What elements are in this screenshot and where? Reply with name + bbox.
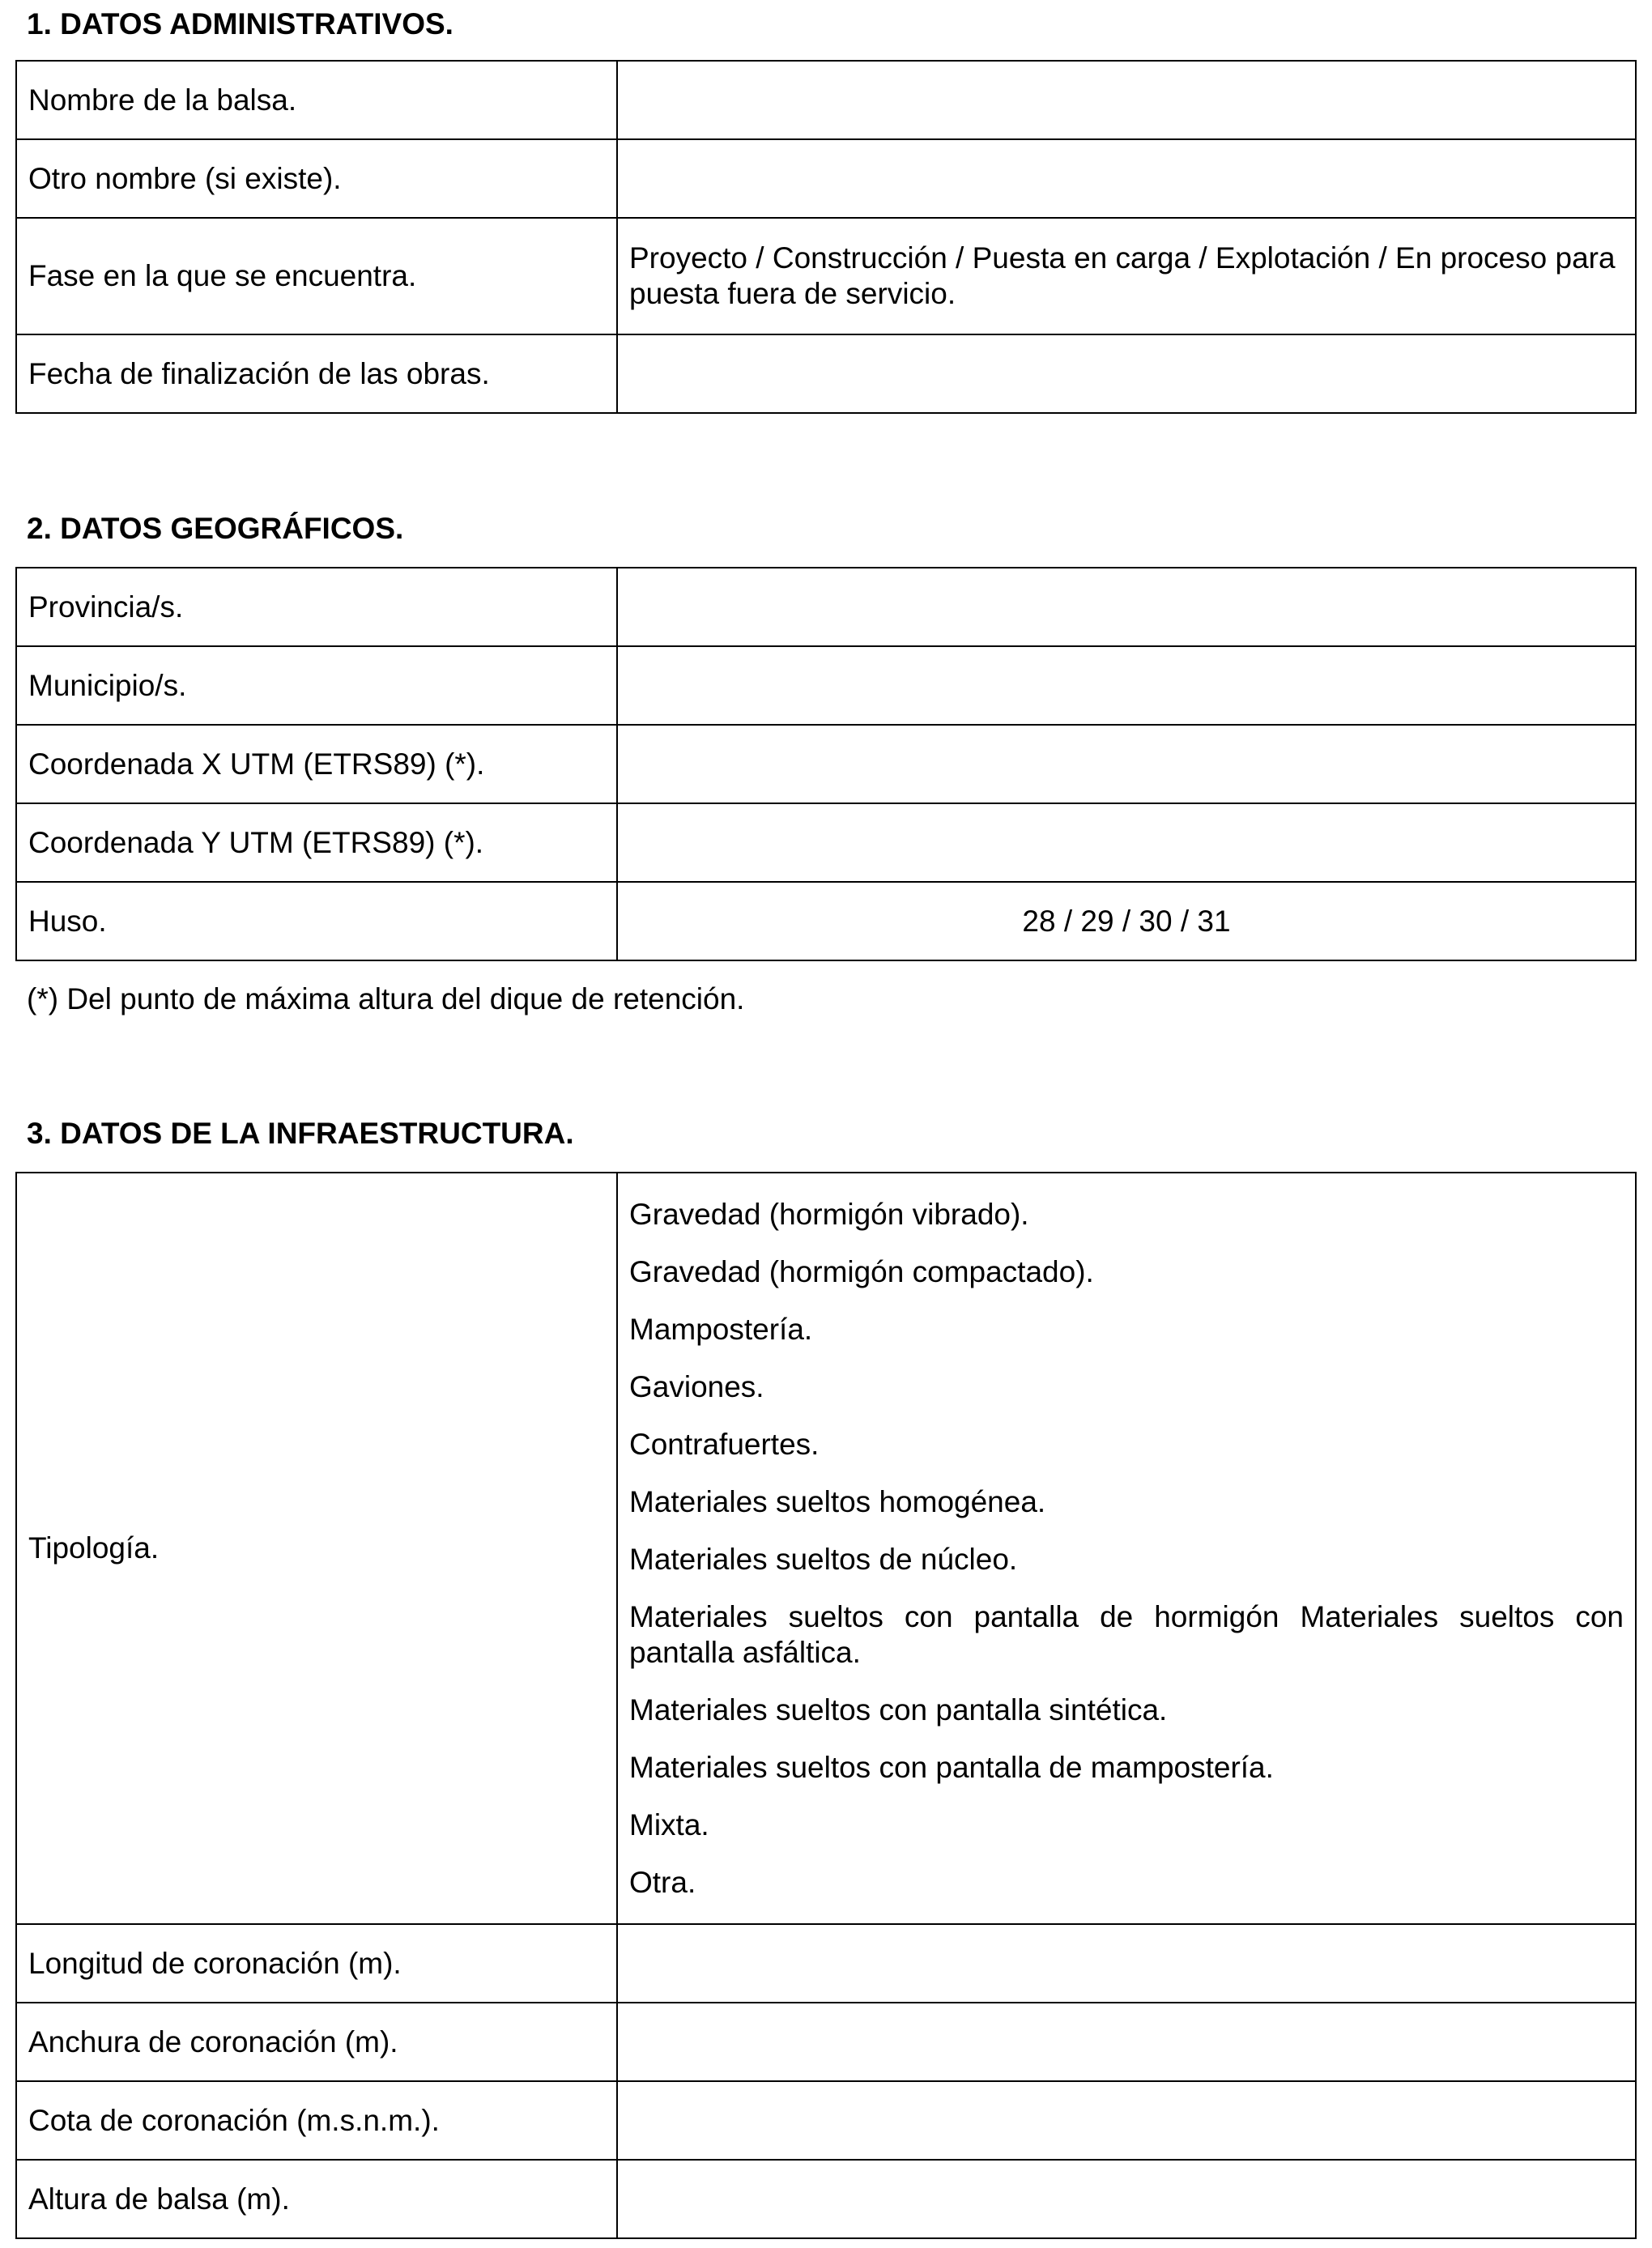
- table-row: [16, 2160, 1636, 2238]
- table-row: [16, 139, 1636, 218]
- section-1-heading: 1. DATOS ADMINISTRATIVOS.: [27, 7, 453, 40]
- balsa-name-label: Nombre de la balsa.: [16, 61, 617, 139]
- table-row: [16, 2081, 1636, 2160]
- crest-elevation-field[interactable]: [617, 2081, 1636, 2160]
- table-row: [16, 646, 1636, 725]
- coordinate-y-field[interactable]: [617, 803, 1636, 882]
- typology-option[interactable]: Contrafuertes.: [629, 1427, 820, 1461]
- balsa-name-field[interactable]: [617, 61, 1636, 139]
- phase-label: Fase en la que se encuentra.: [16, 218, 617, 334]
- typology-option[interactable]: Gravedad (hormigón compactado).: [629, 1254, 1094, 1288]
- coordinates-footnote: (*) Del punto de máxima altura del dique de retención.: [27, 982, 745, 1015]
- other-name-label: Otro nombre (si existe).: [16, 139, 617, 218]
- typology-option[interactable]: Materiales sueltos con pantalla de mampostería.: [629, 1750, 1274, 1784]
- infrastructure-data-table: [15, 1172, 1637, 2239]
- completion-date-label: Fecha de finalización de las obras.: [16, 334, 617, 413]
- huso-label: Huso.: [16, 882, 617, 960]
- typology-options: [617, 1173, 1636, 1924]
- crest-length-field[interactable]: [617, 1924, 1636, 2003]
- table-row: [16, 218, 1636, 334]
- crest-elevation-label: Cota de coronación (m.s.n.m.).: [16, 2081, 617, 2160]
- balsa-height-field[interactable]: [617, 2160, 1636, 2238]
- other-name-field[interactable]: [617, 139, 1636, 218]
- table-row: [16, 568, 1636, 646]
- administrative-data-table: [15, 60, 1637, 414]
- typology-option[interactable]: Gaviones.: [629, 1369, 764, 1403]
- huso-field[interactable]: 28 / 29 / 30 / 31: [617, 882, 1636, 960]
- typology-option[interactable]: Mixta.: [629, 1807, 709, 1841]
- typology-label: Tipología.: [16, 1173, 617, 1924]
- crest-width-field[interactable]: [617, 2003, 1636, 2081]
- completion-date-field[interactable]: [617, 334, 1636, 413]
- balsa-height-label: Altura de balsa (m).: [16, 2160, 617, 2238]
- typology-option[interactable]: Gravedad (hormigón vibrado).: [629, 1197, 1029, 1231]
- coordinate-x-label: Coordenada X UTM (ETRS89) (*).: [16, 725, 617, 803]
- municipality-label: Municipio/s.: [16, 646, 617, 725]
- province-field[interactable]: [617, 568, 1636, 646]
- table-row: [16, 61, 1636, 139]
- crest-length-label: Longitud de coronación (m).: [16, 1924, 617, 2003]
- typology-option[interactable]: Materiales sueltos con pantalla de hormigón Materiales sueltos con pantalla asfáltica.: [629, 1599, 1624, 1669]
- coordinate-x-field[interactable]: [617, 725, 1636, 803]
- province-label: Provincia/s.: [16, 568, 617, 646]
- typology-option[interactable]: Materiales sueltos con pantalla sintética.: [629, 1692, 1168, 1726]
- table-row: [16, 1924, 1636, 2003]
- table-row: [16, 334, 1636, 413]
- typology-option[interactable]: Materiales sueltos homogénea.: [629, 1484, 1046, 1518]
- table-row: [16, 2003, 1636, 2081]
- coordinate-y-label: Coordenada Y UTM (ETRS89) (*).: [16, 803, 617, 882]
- typology-option[interactable]: Materiales sueltos de núcleo.: [629, 1542, 1018, 1576]
- phase-field[interactable]: Proyecto / Construcción / Puesta en carga / Explotación / En proceso para puesta fuera de servicio.: [617, 218, 1636, 334]
- typology-option[interactable]: Mampostería.: [629, 1312, 813, 1346]
- municipality-field[interactable]: [617, 646, 1636, 725]
- section-2-heading: 2. DATOS GEOGRÁFICOS.: [27, 512, 404, 545]
- geographic-data-table: [15, 567, 1637, 961]
- table-row: [16, 725, 1636, 803]
- crest-width-label: Anchura de coronación (m).: [16, 2003, 617, 2081]
- table-row: [16, 882, 1636, 960]
- section-3-heading: 3. DATOS DE LA INFRAESTRUCTURA.: [27, 1117, 574, 1150]
- table-row: [16, 803, 1636, 882]
- typology-option[interactable]: Otra.: [629, 1865, 696, 1899]
- table-row: [16, 1173, 1636, 1924]
